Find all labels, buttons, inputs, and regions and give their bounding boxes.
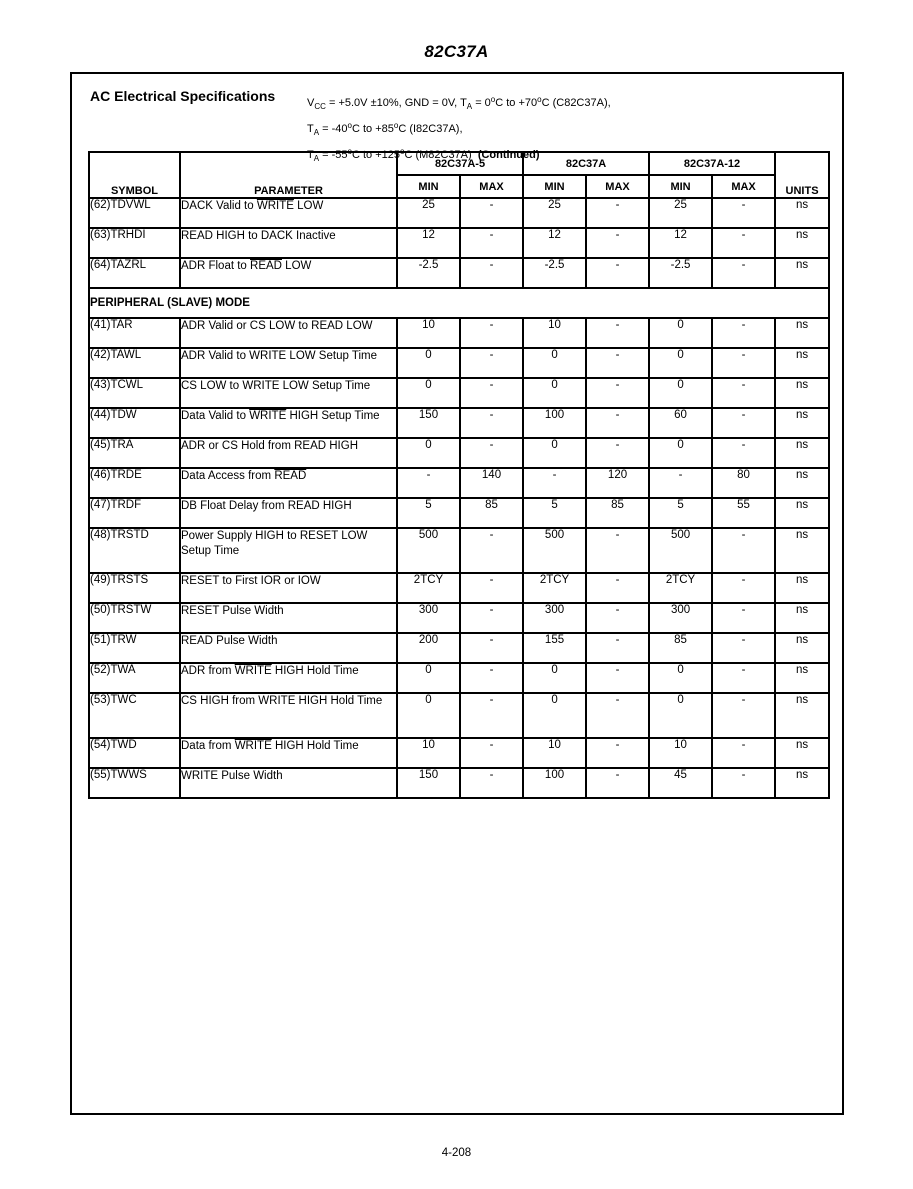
- table-row: [89, 663, 829, 693]
- value-cell: 5: [649, 498, 712, 528]
- value-cell: -: [712, 438, 775, 468]
- value-cell: 60: [649, 408, 712, 438]
- parameter-cell: [180, 258, 397, 288]
- symbol-cell: (63)TRHDI: [89, 228, 180, 258]
- active-low-signal: WRITE: [249, 410, 287, 422]
- value-cell: 300: [397, 603, 460, 633]
- table-row: [89, 573, 829, 603]
- units-cell: ns: [775, 408, 829, 438]
- value-cell: 300: [523, 603, 586, 633]
- parameter-cell: [180, 318, 397, 348]
- table-body-dma: [89, 198, 829, 288]
- value-cell: 25: [523, 198, 586, 228]
- parameter-cell: [180, 633, 397, 663]
- units-cell: ns: [775, 528, 829, 573]
- units-cell: ns: [775, 738, 829, 768]
- condition-line-3: $T_A = -55^oC$ to $+125^oC$ (M82C37A) (Continued): [307, 147, 540, 163]
- value-cell: -: [586, 693, 649, 738]
- value-cell: -: [712, 603, 775, 633]
- value-cell: 0: [397, 663, 460, 693]
- parameter-cell: [180, 348, 397, 378]
- value-cell: -: [586, 378, 649, 408]
- parameter-cell: [180, 663, 397, 693]
- value-cell: -: [460, 663, 523, 693]
- value-cell: 2TCY: [523, 573, 586, 603]
- table-row: [89, 633, 829, 663]
- parameter-cell: [180, 738, 397, 768]
- active-low-signal: READ: [250, 260, 282, 272]
- parameter-text: Data Valid to: [181, 410, 250, 422]
- symbol-cell: (41)TAR: [89, 318, 180, 348]
- symbol-cell: (48)TRSTD: [89, 528, 180, 573]
- max-header: MAX: [586, 175, 649, 198]
- value-cell: -: [586, 438, 649, 468]
- parameter-text: READ Pulse Width: [181, 635, 278, 647]
- symbol-cell: (50)TRSTW: [89, 603, 180, 633]
- value-cell: 120: [586, 468, 649, 498]
- parameter-text: LOW: [293, 200, 324, 212]
- symbol-cell: (55)TWWS: [89, 768, 180, 798]
- parameter-header: PARAMETER: [180, 152, 397, 198]
- units-cell: ns: [775, 663, 829, 693]
- section-title: PERIPHERAL (SLAVE) MODE: [89, 288, 829, 318]
- group-header: 82C37A: [523, 152, 649, 175]
- units-cell: ns: [775, 633, 829, 663]
- table-row: [89, 408, 829, 438]
- active-low-signal: WRITE: [256, 200, 294, 212]
- value-cell: -: [712, 663, 775, 693]
- value-cell: 12: [397, 228, 460, 258]
- value-cell: -: [712, 573, 775, 603]
- symbol-header: SYMBOL: [89, 152, 180, 198]
- value-cell: 0: [523, 693, 586, 738]
- parameter-cell: [180, 408, 397, 438]
- ac-spec-table: [88, 151, 830, 799]
- value-cell: 150: [397, 408, 460, 438]
- symbol-cell: (54)TWD: [89, 738, 180, 768]
- page-number: 4-208: [441, 1147, 472, 1159]
- value-cell: -: [586, 258, 649, 288]
- value-cell: -: [460, 528, 523, 573]
- value-cell: 10: [397, 738, 460, 768]
- symbol-cell: (47)TRDF: [89, 498, 180, 528]
- value-cell: 0: [523, 438, 586, 468]
- spec-heading: [90, 86, 830, 163]
- units-cell: ns: [775, 378, 829, 408]
- max-header: MAX: [712, 175, 775, 198]
- value-cell: -: [460, 348, 523, 378]
- units-cell: ns: [775, 228, 829, 258]
- value-cell: 5: [523, 498, 586, 528]
- value-cell: -: [460, 378, 523, 408]
- symbol-cell: (46)TRDE: [89, 468, 180, 498]
- table-row: [89, 438, 829, 468]
- value-cell: 0: [649, 378, 712, 408]
- value-cell: -: [712, 258, 775, 288]
- value-cell: 10: [649, 738, 712, 768]
- symbol-cell: (52)TWA: [89, 663, 180, 693]
- parameter-cell: [180, 198, 397, 228]
- value-cell: -: [460, 738, 523, 768]
- units-cell: ns: [775, 498, 829, 528]
- units-cell: ns: [775, 258, 829, 288]
- value-cell: 12: [523, 228, 586, 258]
- units-header: UNITS: [775, 152, 829, 198]
- value-cell: 12: [649, 228, 712, 258]
- value-cell: 150: [397, 768, 460, 798]
- symbol-cell: (62)TDVWL: [89, 198, 180, 228]
- value-cell: 10: [523, 738, 586, 768]
- value-cell: -: [586, 633, 649, 663]
- value-cell: 25: [649, 198, 712, 228]
- value-cell: 0: [649, 348, 712, 378]
- parameter-text: Power Supply HIGH to RESET LOW Setup Time: [181, 530, 368, 557]
- value-cell: 200: [397, 633, 460, 663]
- value-cell: 0: [649, 693, 712, 738]
- value-cell: 5: [397, 498, 460, 528]
- parameter-cell: [180, 603, 397, 633]
- symbol-cell: (53)TWC: [89, 693, 180, 738]
- table-row: [89, 498, 829, 528]
- parameter-text: HIGH Hold Time: [271, 665, 359, 677]
- value-cell: -: [460, 408, 523, 438]
- value-cell: -: [712, 768, 775, 798]
- parameter-text: HIGH Setup Time: [286, 410, 380, 422]
- parameter-cell: [180, 468, 397, 498]
- value-cell: -: [712, 228, 775, 258]
- parameter-text: WRITE Pulse Width: [181, 770, 283, 782]
- value-cell: 155: [523, 633, 586, 663]
- value-cell: 2TCY: [649, 573, 712, 603]
- parameter-text: LOW: [281, 260, 312, 272]
- parameter-cell: [180, 768, 397, 798]
- parameter-cell: [180, 528, 397, 573]
- table-row: [89, 258, 829, 288]
- parameter-text: HIGH Hold Time: [271, 740, 359, 752]
- symbol-cell: (43)TCWL: [89, 378, 180, 408]
- parameter-cell: [180, 378, 397, 408]
- value-cell: -2.5: [523, 258, 586, 288]
- table-row: [89, 228, 829, 258]
- value-cell: -: [712, 318, 775, 348]
- value-cell: 55: [712, 498, 775, 528]
- value-cell: 0: [649, 663, 712, 693]
- value-cell: -: [460, 318, 523, 348]
- value-cell: 0: [523, 663, 586, 693]
- parameter-text: RESET to First IOR or IOW: [181, 575, 321, 587]
- table-row: [89, 603, 829, 633]
- units-cell: ns: [775, 603, 829, 633]
- group-header: 82C37A-5: [397, 152, 523, 175]
- symbol-cell: (44)TDW: [89, 408, 180, 438]
- value-cell: 85: [649, 633, 712, 663]
- page-header: 82C37A: [424, 42, 489, 61]
- value-cell: -: [586, 318, 649, 348]
- value-cell: 0: [649, 438, 712, 468]
- value-cell: 80: [712, 468, 775, 498]
- value-cell: -: [712, 738, 775, 768]
- units-cell: ns: [775, 438, 829, 468]
- value-cell: 85: [586, 498, 649, 528]
- min-header: MIN: [397, 175, 460, 198]
- value-cell: -: [586, 198, 649, 228]
- group-header: 82C37A-12: [649, 152, 775, 175]
- value-cell: -: [712, 528, 775, 573]
- value-cell: -: [460, 633, 523, 663]
- value-cell: -2.5: [649, 258, 712, 288]
- min-header: MIN: [523, 175, 586, 198]
- value-cell: -: [586, 228, 649, 258]
- parameter-cell: [180, 573, 397, 603]
- value-cell: -: [460, 258, 523, 288]
- value-cell: -: [523, 468, 586, 498]
- value-cell: 500: [397, 528, 460, 573]
- parameter-cell: [180, 228, 397, 258]
- min-header: MIN: [649, 175, 712, 198]
- value-cell: 10: [397, 318, 460, 348]
- active-low-signal: READ: [274, 470, 307, 482]
- value-cell: 25: [397, 198, 460, 228]
- value-cell: 140: [460, 468, 523, 498]
- parameter-text: CS HIGH from WRITE HIGH Hold Time: [181, 695, 383, 707]
- parameter-text: CS LOW to WRITE LOW Setup Time: [181, 380, 371, 392]
- active-low-signal: WRITE: [234, 665, 272, 677]
- value-cell: 10: [523, 318, 586, 348]
- value-cell: -: [712, 693, 775, 738]
- value-cell: 0: [397, 438, 460, 468]
- symbol-cell: (49)TRSTS: [89, 573, 180, 603]
- value-cell: -: [460, 573, 523, 603]
- parameter-cell: [180, 438, 397, 468]
- value-cell: -: [460, 603, 523, 633]
- table-row: [89, 348, 829, 378]
- value-cell: -: [460, 768, 523, 798]
- table-row: [89, 738, 829, 768]
- value-cell: -: [586, 408, 649, 438]
- value-cell: 500: [649, 528, 712, 573]
- units-cell: ns: [775, 573, 829, 603]
- symbol-cell: (64)TAZRL: [89, 258, 180, 288]
- symbol-cell: (42)TAWL: [89, 348, 180, 378]
- parameter-text: RESET Pulse Width: [181, 605, 284, 617]
- value-cell: 85: [460, 498, 523, 528]
- table-row: [89, 693, 829, 738]
- units-cell: ns: [775, 348, 829, 378]
- value-cell: -: [586, 573, 649, 603]
- value-cell: -: [460, 438, 523, 468]
- value-cell: 0: [523, 378, 586, 408]
- active-low-signal: WRITE: [234, 740, 272, 752]
- units-cell: ns: [775, 768, 829, 798]
- parameter-text: ADR from: [181, 665, 235, 677]
- parameter-text: DB Float Delay from READ HIGH: [181, 500, 352, 512]
- parameter-text: DACK Valid to: [181, 200, 257, 212]
- value-cell: -: [712, 633, 775, 663]
- value-cell: 0: [397, 378, 460, 408]
- value-cell: -2.5: [397, 258, 460, 288]
- table-body-slave: [89, 318, 829, 798]
- value-cell: -: [586, 603, 649, 633]
- units-cell: ns: [775, 468, 829, 498]
- units-cell: ns: [775, 693, 829, 738]
- value-cell: -: [712, 408, 775, 438]
- value-cell: -: [397, 468, 460, 498]
- table-row: [89, 378, 829, 408]
- table-row: [89, 198, 829, 228]
- units-cell: ns: [775, 318, 829, 348]
- parameter-text: ADR Valid or CS LOW to READ LOW: [181, 320, 373, 332]
- value-cell: -: [586, 528, 649, 573]
- condition-line-1: $V_{CC} = +5.0V \pm 10\%$, GND = 0V, $T_A = 0^oC$ to $+70^oC$ (C82C37A),: [307, 95, 611, 111]
- spec-title: AC Electrical Specifications: [90, 88, 276, 104]
- parameter-cell: [180, 498, 397, 528]
- condition-line-2: $T_A = -40^oC$ to $+85^oC$ (I82C37A),: [307, 121, 463, 137]
- max-header: MAX: [460, 175, 523, 198]
- value-cell: -: [712, 198, 775, 228]
- parameter-text: ADR or CS Hold from READ HIGH: [181, 440, 359, 452]
- value-cell: 0: [649, 318, 712, 348]
- value-cell: -: [712, 378, 775, 408]
- value-cell: -: [712, 348, 775, 378]
- value-cell: 500: [523, 528, 586, 573]
- value-cell: 100: [523, 768, 586, 798]
- value-cell: 300: [649, 603, 712, 633]
- value-cell: -: [586, 348, 649, 378]
- value-cell: -: [460, 693, 523, 738]
- value-cell: -: [586, 663, 649, 693]
- value-cell: -: [460, 228, 523, 258]
- value-cell: -: [586, 768, 649, 798]
- parameter-text: READ HIGH to DACK Inactive: [181, 230, 336, 242]
- value-cell: 0: [397, 348, 460, 378]
- value-cell: 0: [397, 693, 460, 738]
- table-row: [89, 768, 829, 798]
- parameter-text: ADR Valid to WRITE LOW Setup Time: [181, 350, 377, 362]
- table-row: [89, 528, 829, 573]
- value-cell: -: [460, 198, 523, 228]
- parameter-cell: [180, 693, 397, 738]
- value-cell: 45: [649, 768, 712, 798]
- symbol-cell: (45)TRA: [89, 438, 180, 468]
- value-cell: 2TCY: [397, 573, 460, 603]
- value-cell: 0: [523, 348, 586, 378]
- table-row: [89, 318, 829, 348]
- parameter-text: Data from: [181, 740, 235, 752]
- parameter-text: ADR Float to: [181, 260, 251, 272]
- value-cell: -: [586, 738, 649, 768]
- value-cell: 100: [523, 408, 586, 438]
- parameter-text: Data Access from: [181, 470, 275, 482]
- value-cell: -: [649, 468, 712, 498]
- symbol-cell: (51)TRW: [89, 633, 180, 663]
- table-row: [89, 468, 829, 498]
- units-cell: ns: [775, 198, 829, 228]
